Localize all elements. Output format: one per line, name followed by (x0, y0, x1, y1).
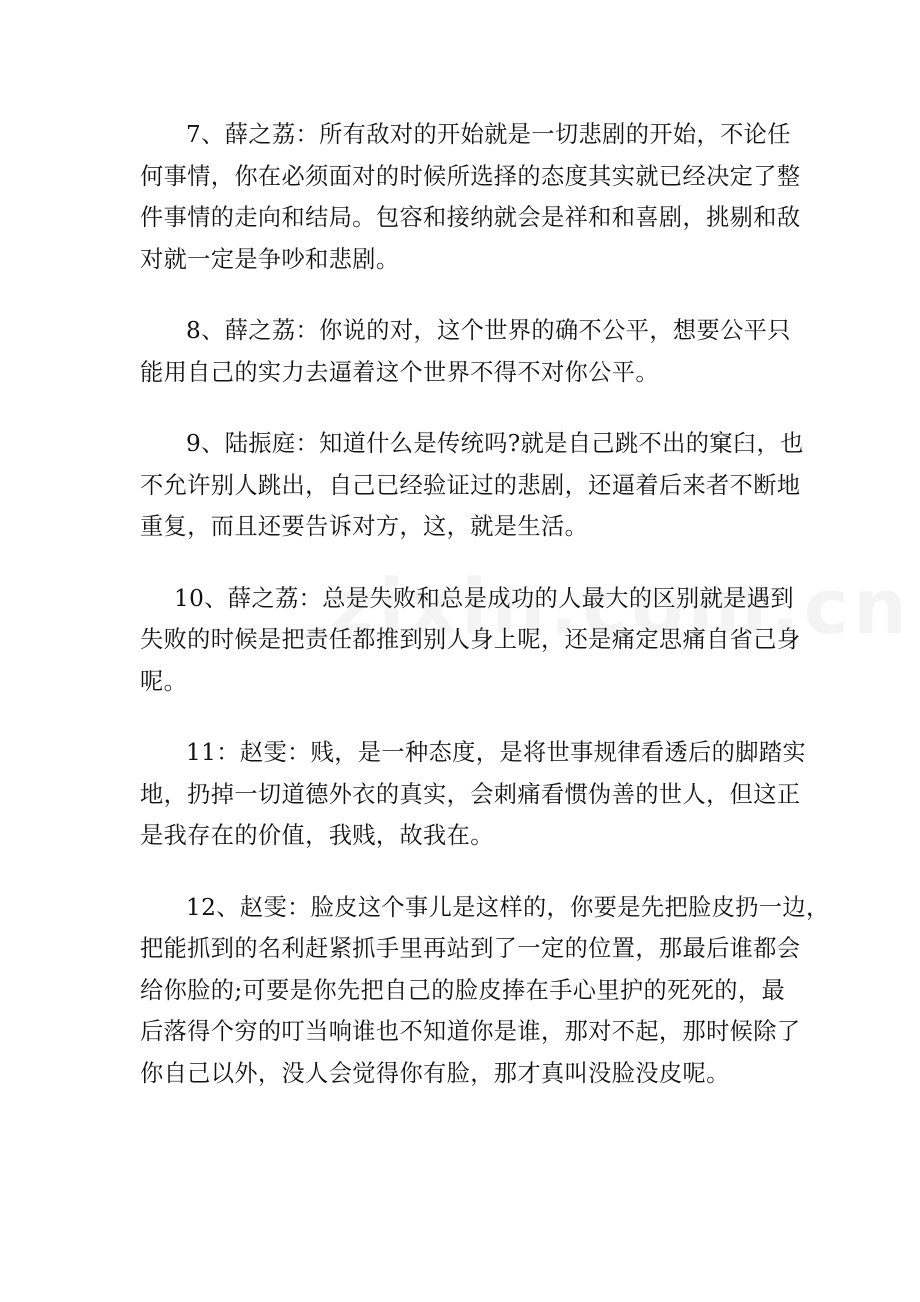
paragraph-line: 对就一定是争吵和悲剧。 (140, 245, 400, 273)
paragraph-line: 呢。 (140, 667, 188, 695)
paragraph-line: 12、赵雯：脸皮这个事儿是这样的，你要是先把脸皮扔一边， (186, 893, 830, 921)
paragraph-line: 11：赵雯：贱，是一种态度，是将世事规律看透后的脚踏实 (186, 739, 806, 766)
paragraph-line: 失败的时候是把责任都推到别人身上呢，还是痛定思痛自省己身 (140, 626, 801, 653)
paragraph-line: 把能抓到的名利赶紧抓手里再站到了一定的位置，那最后谁都会 (140, 935, 801, 962)
quote-paragraph-11 (140, 732, 806, 857)
paragraph-line: 7、薛之荔：所有敌对的开始就是一切悲剧的开始，不论任 (186, 121, 791, 148)
paragraph-line: 9、陆振庭：知道什么是传统吗?就是自己跳不出的窠臼，也 (186, 430, 804, 457)
quote-paragraph-8 (140, 310, 790, 393)
quote-paragraph-9 (140, 423, 804, 548)
paragraph-line: 地，扔掉一切道德外衣的真实，会刺痛看惯伪善的世人，但这正 (140, 780, 801, 808)
quote-paragraph-12 (140, 887, 830, 1095)
paragraph-line: 是我存在的价值，我贱，故我在。 (140, 822, 494, 849)
quote-paragraph-7 (140, 114, 801, 280)
paragraph-line: 能用自己的实力去逼着这个世界不得不对你公平。 (140, 358, 659, 386)
paragraph-line: 重复，而且还要告诉对方，这，就是生活。 (140, 513, 589, 540)
paragraph-line: 10、薛之荔：总是失败和总是成功的人最大的区别就是遇到 (174, 584, 794, 612)
paragraph-line: 你自己以外，没人会觉得你有脸，那才真叫没脸没皮呢。 (140, 1059, 730, 1087)
paragraph-line: 给你脸的;可要是你先把自己的脸皮捧在手心里护的死死的，最 (140, 976, 786, 1004)
paragraph-line: 何事情，你在必须面对的时候所选择的态度其实就已经决定了整 (140, 162, 801, 190)
paragraph-line: 8、薛之荔：你说的对，这个世界的确不公平，想要公平只 (186, 317, 791, 344)
paragraph-line: 件事情的走向和结局。包容和接纳就会是祥和和喜剧，挑剔和敌 (140, 204, 801, 231)
quotes-body (140, 114, 830, 1124)
paragraph-line: 不允许别人跳出，自己已经验证过的悲剧，还逼着后来者不断地 (140, 471, 801, 499)
paragraph-line: 后落得个穷的叮当响谁也不知道你是谁，那对不起，那时候除了 (140, 1018, 801, 1045)
quote-paragraph-10 (140, 578, 801, 703)
